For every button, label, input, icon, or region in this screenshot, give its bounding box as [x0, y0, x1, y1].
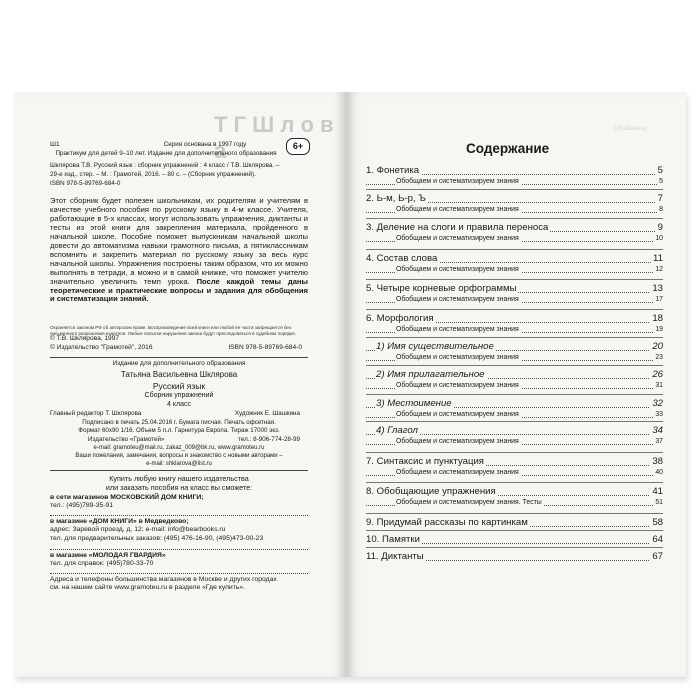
isbn-line: ISBN 978-5-89769-684-0 [50, 180, 121, 187]
divider [50, 515, 308, 516]
entry-sub-label: Обобщаем и систематизируем знания [396, 235, 519, 242]
divider [50, 470, 308, 471]
entry-label: 4. Состав слова [366, 253, 438, 264]
entry-sub-label: Обобщаем и систематизируем знания [396, 326, 519, 333]
contents-title: Содержание [466, 141, 550, 156]
entry-label: 10. Памятки [366, 534, 420, 545]
entry-page: 32 [652, 398, 663, 409]
entry-sub-page: 33 [655, 411, 663, 418]
entry-label: 2. Ь-м, Ь-р, Ъ [366, 193, 426, 204]
divider [50, 549, 308, 550]
entry-page: 9 [657, 222, 663, 233]
divider [50, 573, 308, 574]
book-subtitle: Сборник упражнений [144, 392, 214, 399]
entry-divider [366, 513, 663, 514]
description-paragraph-1: Этот сборник будет полезен школьникам, их родителям и учителям в качестве учебного пособия по русскому языку в 4-м классе. Учителя, работающие в 5-х классах, могут использовать упражнения, диктанты и тесты из этой книги для закрепления материала, пройденного в начальной школе. [50, 196, 308, 241]
shop-2-tel: тел. для предварительных заказов: (495) 476-16-90, (495)473-00-23 [50, 534, 264, 542]
entry-divider [366, 279, 663, 280]
editor: Главный редактор Т. Шклярова [50, 410, 142, 417]
divider [50, 357, 308, 358]
description-paragraph-2: Пособие поможет выпускникам начальной школы довести до автоматизма навыки грамотного письма, а пятиклассникам вспомнить и закрепить материал по русскому языку за весь курс начальной школы. Упражнения построены таким образом, что их можно выполнять в тетради, а можно и в самой книжке, что поможет учителю значительно увеличить темп урока. [50, 231, 308, 286]
show-through-text: Т Г Ш л о в а [214, 112, 334, 163]
format-line: Формат 60x90 1/16. Объем 5 п.л. Гарнитура Европа. Тираж 17000 экз. [78, 427, 280, 434]
entry-page: 20 [652, 341, 663, 352]
entry-label: 5. Четыре корневые орфограммы [366, 283, 517, 294]
entry-sub-label: Обобщаем и систематизируем знания [396, 438, 519, 445]
entry-divider [366, 365, 663, 366]
entry-label: 3) Местоимение [376, 398, 452, 409]
entry-sub-label: Обобщаем и систематизируем знания. Тесты [396, 499, 542, 506]
entry-page: 38 [652, 456, 663, 467]
addresses-line-2: см. на нашем сайте www.gramoteu.ru в разделе «Где купить». [50, 584, 246, 592]
entry-divider [366, 218, 663, 219]
show-through-header: Обобщающ [614, 126, 647, 132]
entry-divider [366, 482, 663, 483]
description-bold: После каждой темы даны теоретические и практические вопросы и задания для обобщения и систематизации знаний. [50, 276, 308, 304]
entry-page: 5 [657, 165, 663, 176]
entry-sub-page: 37 [655, 438, 663, 445]
artist: Художник Е. Шашкина [234, 410, 300, 417]
entry-page: 11 [653, 253, 663, 264]
entry-page: 41 [652, 486, 663, 497]
entry-sub-page: 5 [659, 178, 663, 185]
copyright-author: © Т.В. Шклярова, 1997 [50, 335, 120, 342]
addresses [50, 576, 308, 593]
entry-page: 64 [652, 534, 663, 545]
entry-sub-label: Обобщаем и систематизируем знания [396, 469, 519, 476]
entry-divider [366, 249, 663, 250]
entry-label: 7. Синтаксис и пунктуация [366, 456, 484, 467]
buy-line-1: Купить любую книгу нашего издательства [109, 474, 249, 483]
entry-sub-page: 40 [655, 469, 663, 476]
copyright-block [50, 335, 308, 352]
entry-sub-label: Обобщаем и систематизируем знания [396, 296, 519, 303]
entry-divider [366, 394, 663, 395]
shop-3-tel: тел. для справок: (495)780-33-70 [50, 560, 154, 568]
entry-label: 2) Имя прилагательное [376, 369, 485, 380]
series-line: Серия основана в 1997 году [163, 141, 247, 148]
entry-sub-label: Обобщаем и систематизируем знания [396, 206, 519, 213]
entry-sub-page: 19 [655, 326, 663, 333]
entry-sub-label: Обобщаем и систематизируем знания [396, 382, 519, 389]
entry-sub-page: 23 [655, 354, 663, 361]
entry-sub-label: Обобщаем и систематизируем знания [396, 178, 519, 185]
entry-label: 8. Обобщающие упражнения [366, 486, 496, 497]
entry-label: 1) Имя существительное [376, 341, 494, 352]
entry-divider [366, 309, 663, 310]
publisher-tel: тел.: 8-906-774-28-99 [238, 436, 300, 443]
shop-3 [50, 552, 308, 569]
grade: 4 класс [167, 401, 191, 408]
entry-sub-page: 8 [659, 206, 663, 213]
publisher-row [50, 436, 308, 444]
entry-sub-page: 31 [655, 382, 663, 389]
book-title: Русский язык [152, 381, 206, 391]
entry-sub-page: 51 [655, 499, 663, 506]
publisher: Издательство «Грамотей» [88, 436, 165, 443]
entry-sub-page: 17 [655, 296, 663, 303]
entry-sub-label: Обобщаем и систематизируем знания [396, 411, 519, 418]
citation-line-2: 29-е изд., стер. – М. : Грамотей, 2016. – 80 с. – (Сборник упражнений). [50, 171, 256, 178]
staff-row [50, 410, 308, 418]
entry-sub-page: 12 [655, 266, 663, 273]
publisher-emails: e-mail: gramoteu@mail.ru, zakaz_009@bk.ru, www.gramoteu.ru [93, 445, 265, 451]
entry-divider [366, 530, 663, 531]
entry-page: 58 [652, 517, 663, 528]
entry-divider [366, 547, 663, 548]
addresses-line-1: Адреса и телефоны большинства магазинов в Москве и других городах [50, 576, 277, 583]
shop-2-name: в магазине «ДОМ КНИГИ» в Медведково; [50, 518, 189, 525]
entry-page: 67 [652, 551, 663, 562]
entry-page: 34 [652, 425, 663, 436]
isbn-right: ISBN 978-5-89769-684-0 [228, 344, 302, 351]
entry-label: 6. Морфология [366, 313, 434, 324]
entry-divider [366, 452, 663, 453]
edition-type: Издание для дополнительного образования [112, 360, 246, 367]
shop-1-name: в сети магазинов МОСКОВСКИЙ ДОМ КНИГИ; [50, 494, 204, 501]
entry-sub-label: Обобщаем и систематизируем знания [396, 266, 519, 273]
entry-divider [366, 421, 663, 422]
legal-notice: Охраняется законом РФ об авторском праве. Воспроизведение всей книги или любой ее части запрещается без письменного разрешения издателя. Любые попытки нарушения закона будут преследоваться в судебном порядке. [50, 325, 297, 336]
entry-page: 7 [657, 193, 663, 204]
imprint-code: Ш1 [50, 141, 60, 148]
feedback-2: e-mail: shklarova@list.ru [146, 461, 212, 467]
entry-label: 4) Глагол [376, 425, 418, 436]
entry-label: 9. Придумай рассказы по картинкам [366, 517, 528, 528]
practicum-line: Практикум для детей 9–10 лет. Издание для дополнительного образования [55, 150, 277, 157]
shop-2-address: адрес: Заревой проезд, д. 12; e-mail: info@bearbooks.ru [50, 526, 226, 534]
entry-label: 11. Диктанты [366, 551, 424, 562]
entry-divider [366, 337, 663, 338]
shop-2 [50, 518, 308, 543]
entry-page: 18 [652, 313, 663, 324]
entry-sub-label: Обобщаем и систематизируем знания [396, 354, 519, 361]
entry-page: 26 [652, 369, 663, 380]
shop-1-tel: тел.: (495)789-35-91 [50, 502, 114, 510]
shop-3-name: в магазине «МОЛОДАЯ ГВАРДИЯ» [50, 552, 166, 559]
entry-label: 1. Фонетика [366, 165, 420, 176]
entry-label: 3. Деление на слоги и правила переноса [366, 222, 549, 233]
entry-divider [366, 189, 663, 190]
author-full: Татьяна Васильевна Шклярова [120, 370, 238, 379]
entry-sub-page: 10 [655, 235, 663, 242]
feedback-1: Ваши пожелания, замечания, вопросы и знакомство с новыми авторами – [75, 453, 283, 459]
description-block [50, 197, 308, 304]
entry-page: 13 [652, 283, 663, 294]
shop-1 [50, 494, 308, 511]
copyright-publisher: © Издательство "Грамотей", 2016 [50, 343, 153, 351]
buy-line-2: или заказать пособия на класс вы сможете: [105, 483, 253, 492]
print-signed: Подписано в печать 25.04.2016 г. Бумага писчая. Печать офсетная. [82, 419, 276, 426]
age-badge: 6+ [286, 138, 310, 155]
citation-line-1: Шклярова Т.В. Русский язык : сборник упражнений : 4 класс / Т.В. Шклярова. – [50, 162, 280, 169]
